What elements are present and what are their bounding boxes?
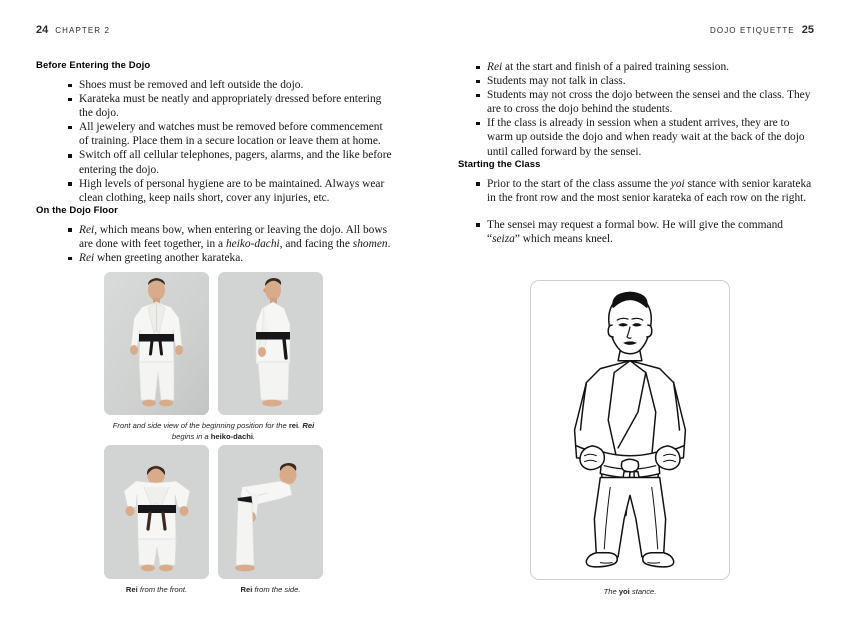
caption-standing-positions: Front and side view of the beginning position for the rei. Rei begins in a heiko-dachi. [112,421,315,441]
list-item: All jewelery and watches must be removed before commencement of training. Place them in a secure location or leave them at home. [68,120,392,148]
list-item: Switch off all cellular telephones, pagers, alarms, and the like before entering the dojo. [68,148,392,176]
figure-yoi-stance [530,280,730,596]
right-column [458,60,814,246]
list-before-entering-the-dojo [36,78,392,205]
photo-karateka-side-bowing [218,445,323,579]
list-item: Rei when greeting another karateka. [68,251,392,265]
list-dojo-floor-continued [458,60,814,159]
figure-standing-positions [104,272,323,442]
running-head-right [710,24,814,36]
list-item: Students may not talk in class. [476,74,814,88]
list-item: High levels of personal hygiene are to be maintained. Always wear clean clothing, keep nails short, cover any injuries, etc. [68,177,392,205]
caption-row-bowing [104,585,323,596]
caption-yoi-stance: The yoi stance. [603,587,657,596]
heading-before-entering-the-dojo: Before Entering the Dojo [36,60,151,71]
list-item: Students may not cross the dojo between the sensei and the class. They are to cross the dojo behind the students. [476,88,814,116]
caption-rei-from-front: Rei from the front. [125,585,188,594]
photo-karateka-front-bowing [104,445,209,579]
heading-starting-the-class: Starting the Class [458,158,541,170]
photo-row-standing [104,272,323,415]
list-item: Rei, which means bow, when entering or leaving the dojo. All bows are done with feet together, in a heiko-dachi, and facing the shomen. [68,223,392,251]
list-starting-the-class [458,177,814,246]
chapter-label-right: DOJO ETIQUETTE [710,26,795,35]
list-item: Prior to the start of the class assume the yoi stance with senior karateka in the front row and the most senior karateka of each row on the right. [476,177,814,205]
photo-row-bowing [104,445,323,579]
figure-bowing-positions [104,445,323,596]
list-item: Rei at the start and finish of a paired training session. [476,60,814,74]
page-number-left: 24 [36,24,49,36]
caption-rei-from-side: Rei from the side. [240,585,301,594]
photo-karateka-front-standing [104,272,209,415]
illustration-box-yoi-stance [530,280,730,580]
list-item: Karateka must be neatly and appropriately dressed before entering the dojo. [68,92,392,120]
list-on-the-dojo-floor [36,223,392,265]
photo-karateka-side-standing [218,272,323,415]
heading-on-the-dojo-floor: On the Dojo Floor [36,204,118,216]
list-item: The sensei may request a formal bow. He will give the command “seiza” which means kneel. [476,218,814,246]
list-item: Shoes must be removed and left outside the dojo. [68,78,392,92]
running-head-left [36,24,110,36]
page-number-right: 25 [801,24,814,36]
left-column [36,60,392,265]
chapter-label-left: CHAPTER 2 [55,26,111,35]
list-item: If the class is already in session when a student arrives, they are to warm up outside the dojo and when ready wait at the back of the dojo until called forward by the sensei. [476,116,814,158]
